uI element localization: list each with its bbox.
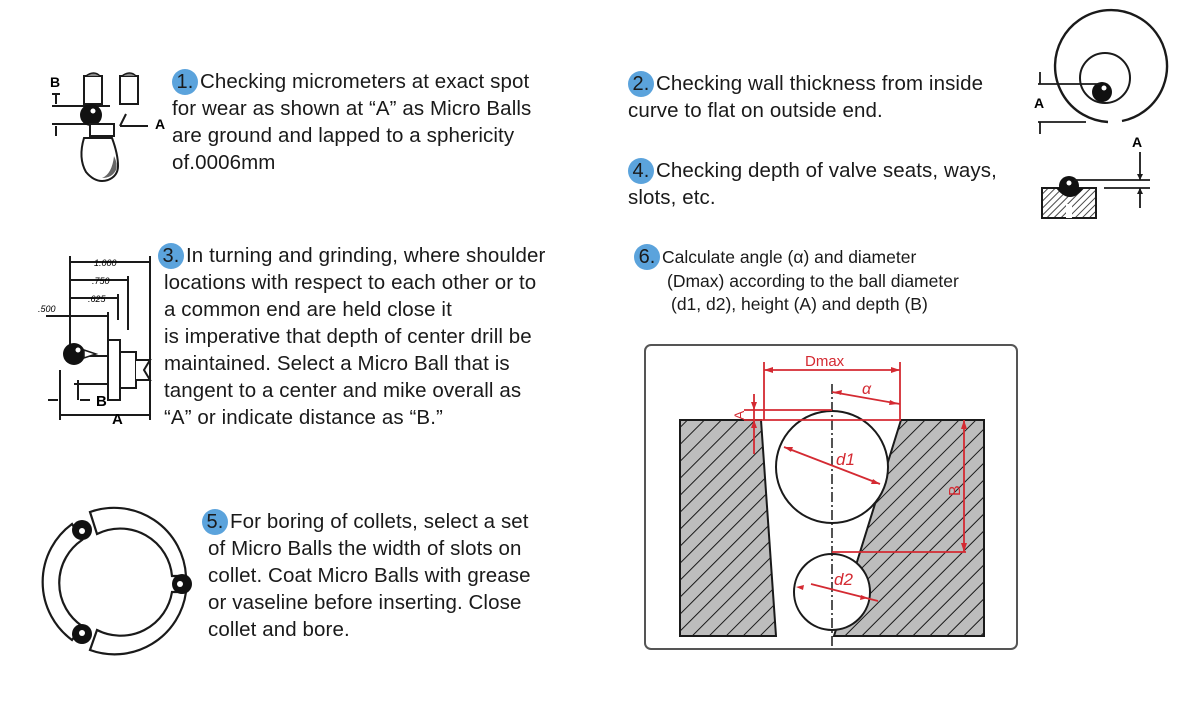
item-3-line: In turning and grinding, where shoulder	[186, 244, 546, 267]
step-badge: 4.	[628, 158, 654, 184]
item-3-line: tangent to a center and mike overall as	[164, 379, 522, 402]
step-badge: 1.	[172, 69, 198, 95]
item-6-line: Calculate angle (α) and diameter	[662, 247, 917, 267]
dimension-label-b: B	[947, 485, 964, 496]
figure-label-a: A	[1132, 134, 1143, 150]
micrometer-figure	[40, 66, 165, 186]
item-1-line: for wear as shown at “A” as Micro Balls	[172, 97, 532, 120]
item-4-line: slots, etc.	[628, 186, 716, 209]
step-badge: 5.	[202, 509, 228, 535]
item-4	[628, 157, 997, 211]
item-6	[634, 244, 959, 316]
item-2-line: curve to flat on outside end.	[628, 99, 883, 122]
dimension-label-d1: d1	[836, 450, 855, 469]
item-3	[158, 242, 545, 431]
dimension-label-d2: d2	[834, 570, 853, 589]
item-5-line: For boring of collets, select a set	[230, 510, 529, 533]
item-1-line: of.0006mm	[172, 151, 276, 174]
figure-label-a: A	[1034, 95, 1045, 111]
valve-seat-figure	[1030, 128, 1160, 228]
item-2	[628, 70, 983, 124]
figure-label-a: A	[155, 116, 166, 132]
dimension-label-750: .750	[92, 276, 110, 286]
ball-taper-diagram	[644, 344, 1018, 650]
item-5-line: or vaseline before inserting. Close	[208, 591, 522, 614]
wall-thickness-figure	[1030, 32, 1160, 142]
collet-figure	[42, 500, 202, 660]
item-1	[172, 68, 531, 176]
center-drill-figure	[38, 250, 158, 428]
dimension-label-alpha: α	[862, 381, 872, 398]
dimension-label-dmax: Dmax	[805, 353, 845, 370]
figure-label-a: A	[112, 411, 123, 428]
item-1-line: Checking micrometers at exact spot	[200, 70, 530, 93]
dimension-label-a: A	[731, 410, 747, 420]
item-3-line: locations with respect to each other or to	[164, 271, 537, 294]
dimension-label-625: .625	[88, 294, 106, 304]
item-3-line: is imperative that depth of center drill be	[164, 325, 532, 348]
item-1-line: are ground and lapped to a sphericity	[172, 124, 515, 147]
dimension-label-1000: 1.000	[94, 258, 117, 268]
item-5-line: collet and bore.	[208, 618, 350, 641]
step-badge: 2.	[628, 71, 654, 97]
item-4-line: Checking depth of valve seats, ways,	[656, 159, 997, 182]
item-3-line: maintained. Select a Micro Ball that is	[164, 352, 510, 375]
item-6-line: (Dmax) according to the ball diameter	[667, 271, 959, 291]
item-2-line: Checking wall thickness from inside	[656, 72, 984, 95]
item-3-line: a common end are held close it	[164, 298, 452, 321]
step-badge: 3.	[158, 243, 184, 269]
item-3-line: “A” or indicate distance as “B.”	[164, 406, 443, 429]
item-5-line: collet. Coat Micro Balls with grease	[208, 564, 531, 587]
dimension-label-500: .500	[38, 304, 56, 314]
step-badge: 6.	[634, 244, 660, 270]
item-5	[202, 508, 531, 643]
figure-label-b: B	[96, 393, 107, 410]
item-5-line: of Micro Balls the width of slots on	[208, 537, 522, 560]
figure-label-b: B	[50, 74, 61, 90]
item-6-line: (d1, d2), height (A) and depth (B)	[671, 294, 928, 314]
